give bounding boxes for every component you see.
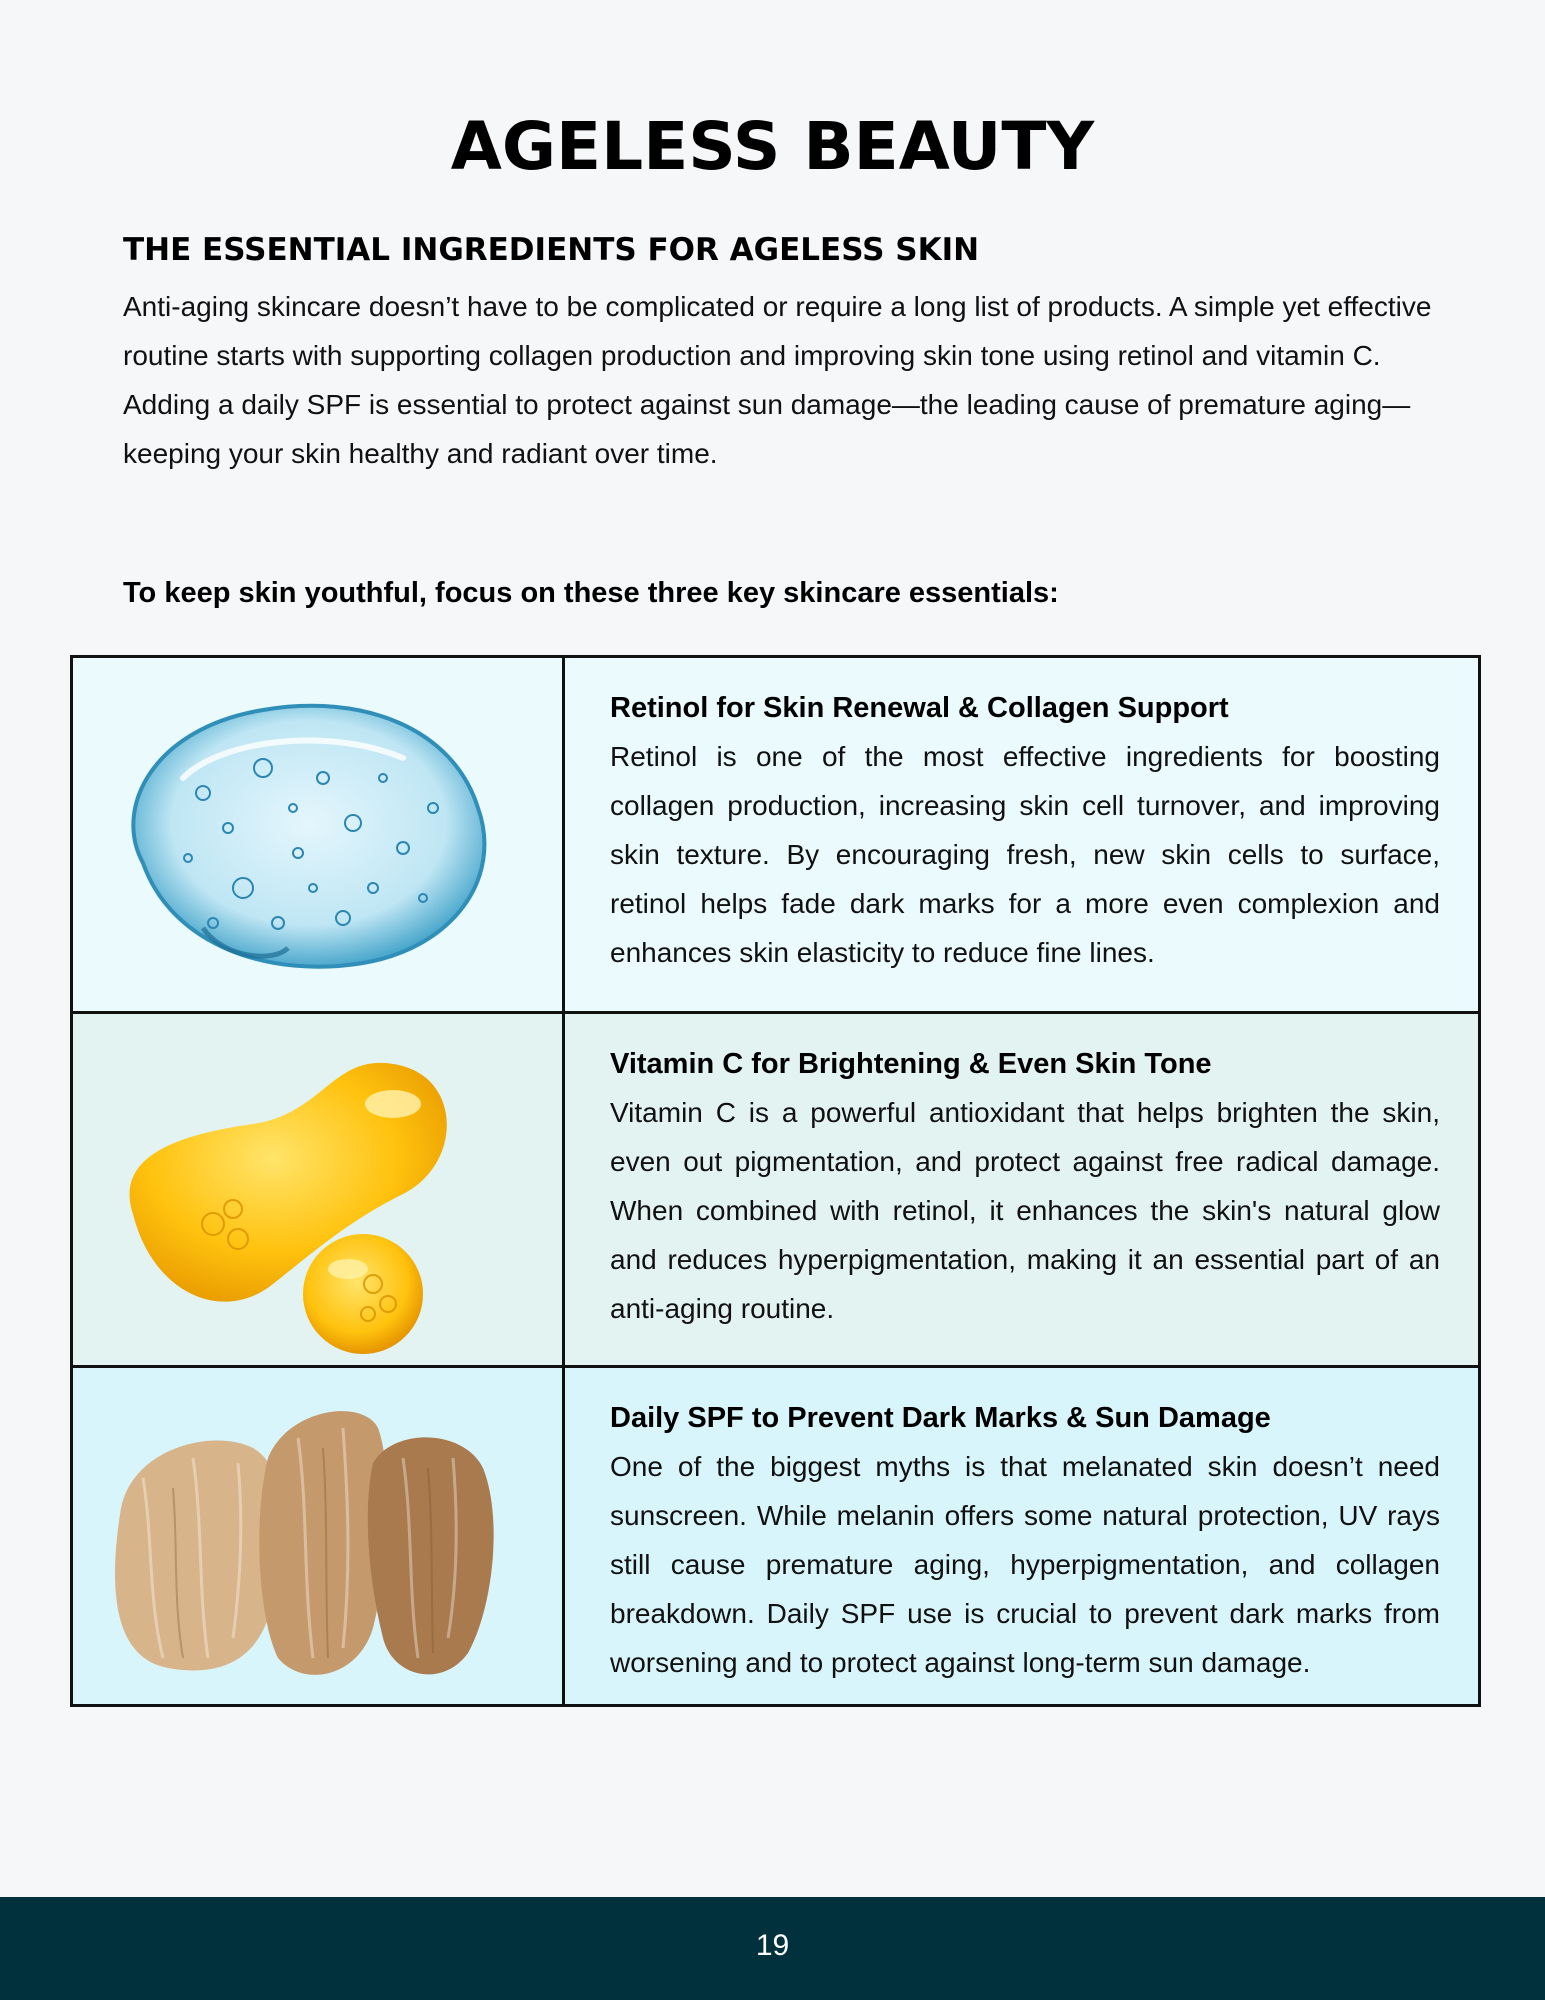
item-title: Daily SPF to Prevent Dark Marks & Sun Damage bbox=[610, 1402, 1271, 1434]
essentials-table bbox=[70, 655, 1481, 1707]
item-title: Vitamin C for Brightening & Even Skin Tone bbox=[610, 1048, 1212, 1080]
page-footer bbox=[0, 1897, 1545, 2000]
section-heading: THE ESSENTIAL INGREDIENTS FOR AGELESS SKIN bbox=[123, 232, 980, 268]
page-number: 19 bbox=[755, 1929, 790, 1962]
item-body: Vitamin C is a powerful antioxidant that helps brighten the skin, even out pigmentation, and protect against free radical damage. When combined with retinol, it enhances the skin's natural glow and reduces hyperpigmentation, making it an essential part of an anti-aging routine. bbox=[610, 1097, 1440, 1324]
table-row bbox=[73, 658, 1478, 1011]
item-body: Retinol is one of the most effective ingredients for boosting collagen production, increasing skin cell turnover, and improving skin texture. By encouraging fresh, new skin cells to surface, retinol helps fade dark marks for a more even complexion and enhances skin elasticity to reduce fine lines. bbox=[610, 741, 1440, 968]
lead-sentence: To keep skin youthful, focus on these three key skincare essentials: bbox=[123, 577, 1059, 609]
clear-gel-drop-image bbox=[73, 658, 565, 1011]
vitamin-c-text-cell bbox=[565, 1014, 1478, 1365]
item-body: One of the biggest myths is that melanated skin doesn’t need sunscreen. While melanin offers some natural protection, UV rays still cause premature aging, hyperpigmentation, and collagen breakdown. Daily SPF use is crucial to prevent dark marks from worsening and to protect against long-term sun damage. bbox=[610, 1451, 1440, 1678]
retinol-text-cell bbox=[565, 658, 1478, 1011]
spf-text-cell bbox=[565, 1368, 1478, 1704]
page-title: AGELESS BEAUTY bbox=[450, 108, 1095, 185]
item-title: Retinol for Skin Renewal & Collagen Support bbox=[610, 692, 1229, 724]
intro-paragraph: Anti-aging skincare doesn’t have to be complicated or require a long list of products. A simple yet effective routine starts with supporting collagen production and improving skin tone using retinol and vitamin C. Adding a daily SPF is essential to protect against sun damage—the leading cause of premature aging—keeping your skin healthy and radiant over time. bbox=[123, 291, 1432, 469]
cream-swatches-image bbox=[73, 1368, 565, 1704]
yellow-serum-drop-image bbox=[73, 1014, 565, 1365]
table-row bbox=[73, 1011, 1478, 1365]
table-row bbox=[73, 1365, 1478, 1704]
